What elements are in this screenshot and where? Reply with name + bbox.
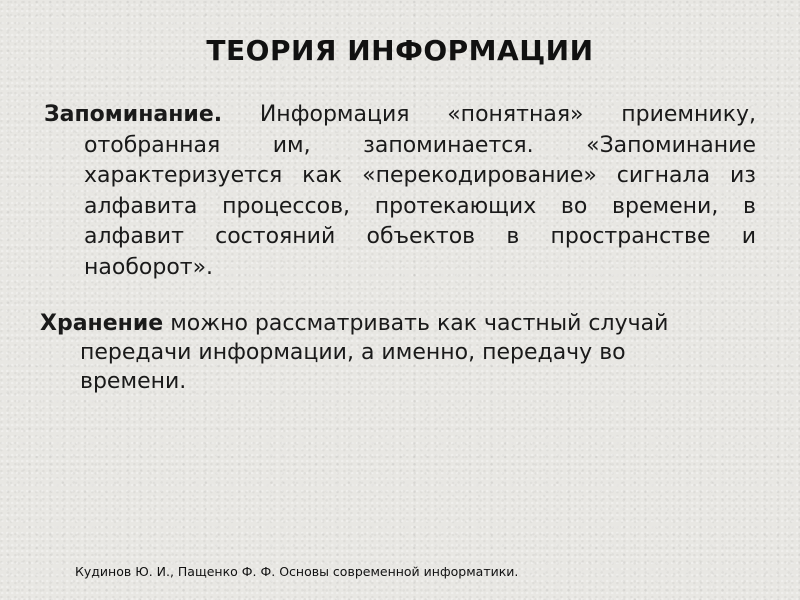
paragraph-lead: Хранение <box>40 311 164 336</box>
paragraph-memorization <box>44 100 756 283</box>
paragraph-text: Информация «понятная» приемнику, отобранная им, запоминается. «Запоминание характеризуется как «перекодирование» сигнала из алфавита процессов, протекающих во времени, в алфавит состояний объектов в пространстве и наоборот». <box>84 102 756 280</box>
footer-citation: Кудинов Ю. И., Пащенко Ф. Ф. Основы современной информатики. <box>75 564 519 579</box>
paragraph-storage <box>40 309 720 396</box>
paragraph-text: можно рассматривать как частный случай передачи информации, а именно, передачу во времени. <box>80 311 669 394</box>
paragraph-lead: Запоминание. <box>44 102 223 127</box>
slide-title: ТЕОРИЯ ИНФОРМАЦИИ <box>206 34 594 67</box>
